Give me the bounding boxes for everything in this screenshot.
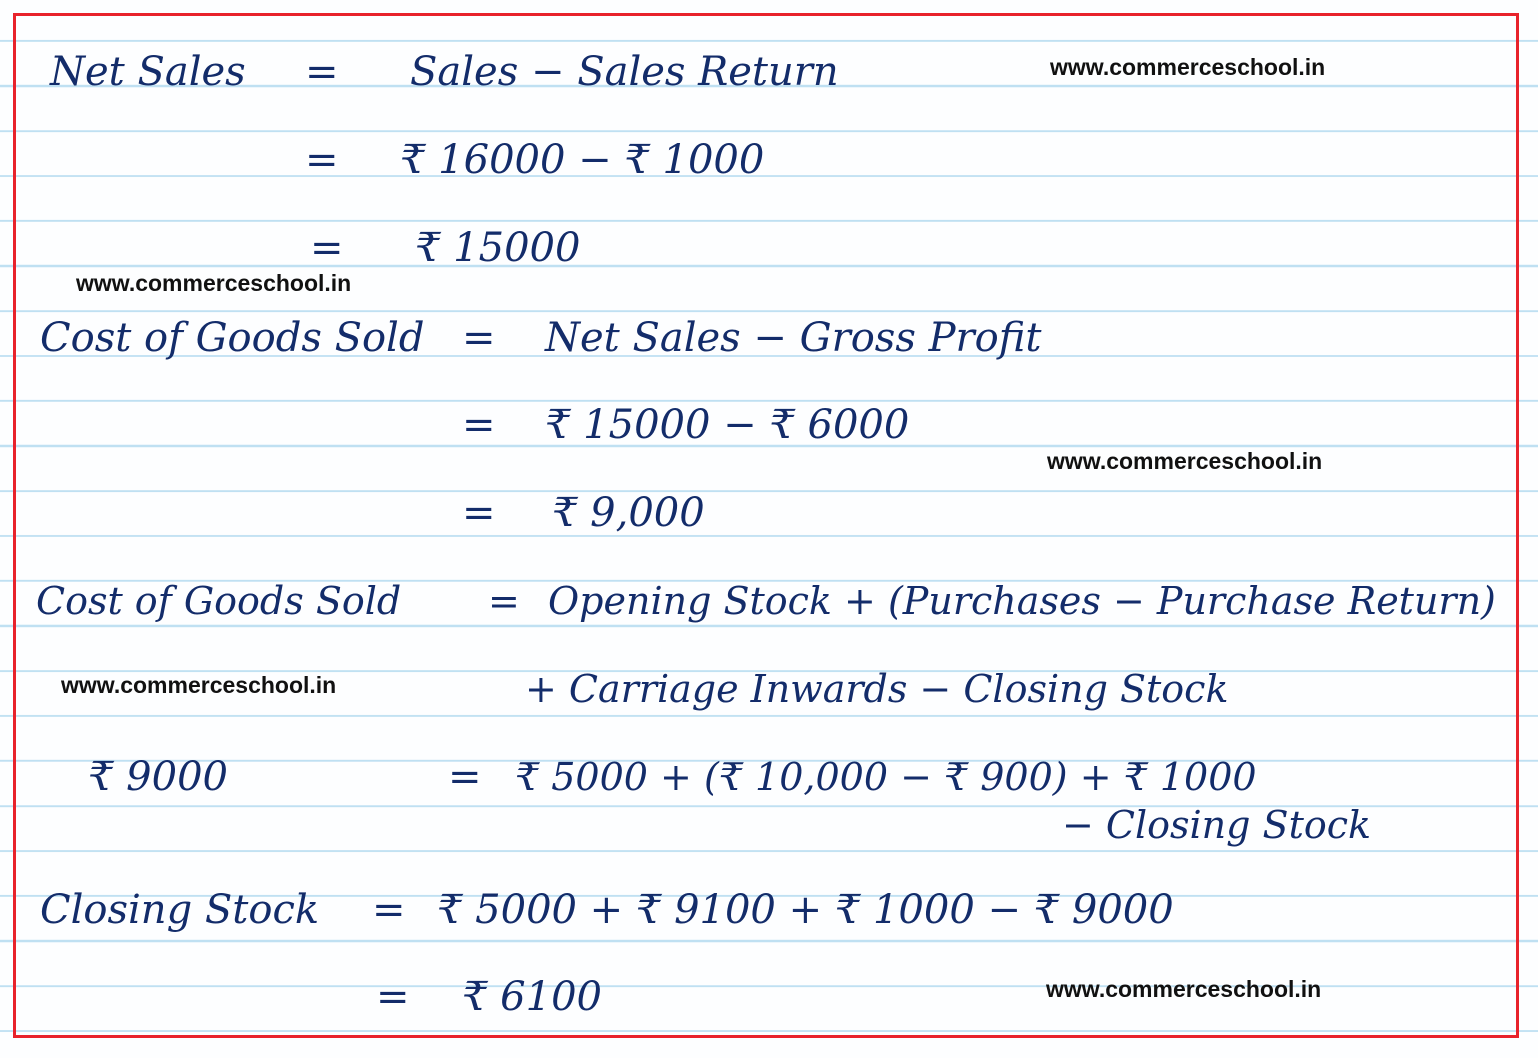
equals-sign: =: [488, 579, 520, 623]
red-border-frame: [13, 13, 1519, 1038]
cogs-values-line2: − Closing Stock: [1062, 803, 1372, 847]
equals-sign: =: [462, 402, 496, 448]
net-sales-formula: Sales − Sales Return: [410, 49, 839, 95]
equals-sign: =: [372, 887, 406, 933]
watermark-text: www.commerceschool.in: [1047, 448, 1323, 474]
cogs-formula: Net Sales − Gross Profit: [545, 315, 1042, 361]
watermark-text: www.commerceschool.in: [1046, 976, 1322, 1002]
equals-sign: =: [462, 315, 496, 361]
equals-sign: =: [310, 225, 344, 271]
cogs-formula-line2: + Carriage Inwards − Closing Stock: [525, 667, 1229, 711]
equals-sign: =: [448, 754, 482, 800]
closing-stock-values: ₹ 5000 + ₹ 9100 + ₹ 1000 − ₹ 9000: [437, 887, 1174, 933]
closing-stock-label: Closing Stock: [40, 887, 320, 933]
net-sales-result: ₹ 15000: [415, 225, 581, 271]
watermark-text: www.commerceschool.in: [1050, 54, 1326, 80]
watermark-text: www.commerceschool.in: [61, 672, 337, 698]
cogs-values-line1: ₹ 5000 + (₹ 10,000 − ₹ 900) + ₹ 1000: [515, 755, 1257, 799]
closing-stock-result: ₹ 6100: [462, 974, 602, 1020]
cogs-amount: ₹ 9000: [88, 754, 228, 800]
equals-sign: =: [305, 137, 339, 183]
net-sales-values: ₹ 16000 − ₹ 1000: [400, 137, 765, 183]
cogs-label-2: Cost of Goods Sold: [36, 579, 402, 623]
net-sales-label: Net Sales: [50, 49, 246, 95]
cogs-label: Cost of Goods Sold: [40, 315, 425, 361]
cogs-result: ₹ 9,000: [552, 490, 705, 536]
equals-sign: =: [462, 490, 496, 536]
cogs-formula-line1: Opening Stock + (Purchases − Purchase Return): [548, 579, 1496, 623]
equals-sign: =: [376, 974, 410, 1020]
cogs-values: ₹ 15000 − ₹ 6000: [545, 402, 910, 448]
equals-sign: =: [305, 49, 339, 95]
watermark-text: www.commerceschool.in: [76, 270, 352, 296]
